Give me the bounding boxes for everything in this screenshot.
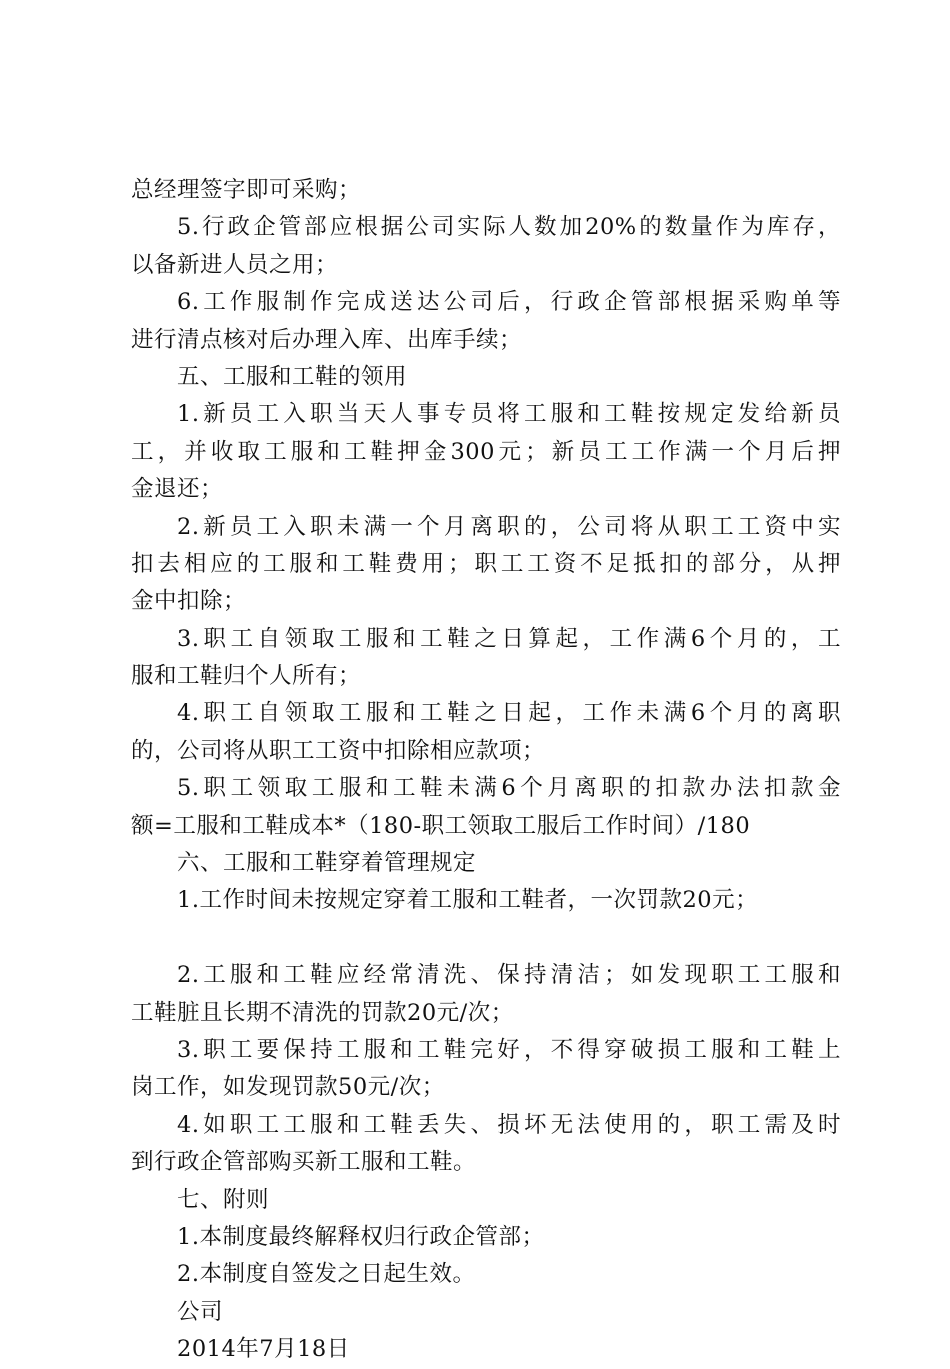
list-item: 4.职工自领取工服和工鞋之日起，工作未满6个月的离职 — [177, 700, 841, 727]
section-heading: 六、工服和工鞋穿着管理规定 — [177, 850, 477, 877]
signature-date: 2014年7月18日 — [177, 1336, 350, 1363]
paragraph-line: 扣去相应的工服和工鞋费用；职工工资不足抵扣的部分，从押 — [131, 550, 841, 577]
paragraph-line: 以备新进人员之用； — [131, 251, 339, 278]
list-item: 2.工服和工鞋应经常清洗、保持清洁；如发现职工工服和 — [177, 962, 841, 989]
list-item: 1.工作时间未按规定穿着工服和工鞋者，一次罚款20元； — [177, 887, 759, 914]
paragraph-line: 的，公司将从职工工资中扣除相应款项； — [131, 737, 546, 764]
section-heading: 五、工服和工鞋的领用 — [177, 363, 408, 390]
document-body — [131, 172, 841, 1369]
paragraph-line: 工，并收取工服和工鞋押金300元；新员工工作满一个月后押 — [131, 438, 841, 465]
paragraph-line: 总经理签字即可采购； — [131, 177, 362, 203]
signature-company: 公司 — [177, 1298, 224, 1325]
blank-line — [131, 920, 841, 957]
list-item: 5.职工领取工服和工鞋未满6个月离职的扣款办法扣款金 — [177, 775, 841, 802]
list-item: 4.如职工工服和工鞋丢失、损坏无法使用的，职工需及时 — [177, 1111, 841, 1138]
paragraph-line: 服和工鞋归个人所有； — [131, 663, 362, 690]
paragraph-line: 额=工服和工鞋成本*（180-职工领取工服后工作时间）/180 — [131, 812, 751, 839]
list-item: 3.职工要保持工服和工鞋完好，不得穿破损工服和工鞋上 — [177, 1036, 841, 1063]
paragraph-line: 到行政企管部购买新工服和工鞋。 — [131, 1149, 477, 1176]
paragraph-line: 岗工作，如发现罚款50元/次； — [131, 1074, 445, 1101]
list-item: 1.新员工入职当天人事专员将工服和工鞋按规定发给新员 — [177, 401, 841, 428]
list-item: 1.本制度最终解释权归行政企管部； — [177, 1223, 545, 1250]
section-heading: 七、附则 — [177, 1186, 270, 1213]
paragraph-line: 金退还； — [131, 476, 224, 503]
paragraph-line: 进行清点核对后办理入库、出库手续； — [131, 326, 523, 353]
paragraph-line: 工鞋脏且长期不清洗的罚款20元/次； — [131, 999, 514, 1026]
list-item: 6.工作服制作完成送达公司后，行政企管部根据采购单等 — [177, 289, 841, 316]
list-item: 2.本制度自签发之日起生效。 — [177, 1261, 476, 1288]
list-item: 3.职工自领取工服和工鞋之日算起，工作满6个月的，工 — [177, 625, 841, 652]
list-item: 2.新员工入职未满一个月离职的，公司将从职工工资中实 — [177, 513, 841, 540]
paragraph-line: 金中扣除； — [131, 588, 247, 615]
list-item: 5.行政企管部应根据公司实际人数加20%的数量作为库存， — [177, 214, 841, 241]
